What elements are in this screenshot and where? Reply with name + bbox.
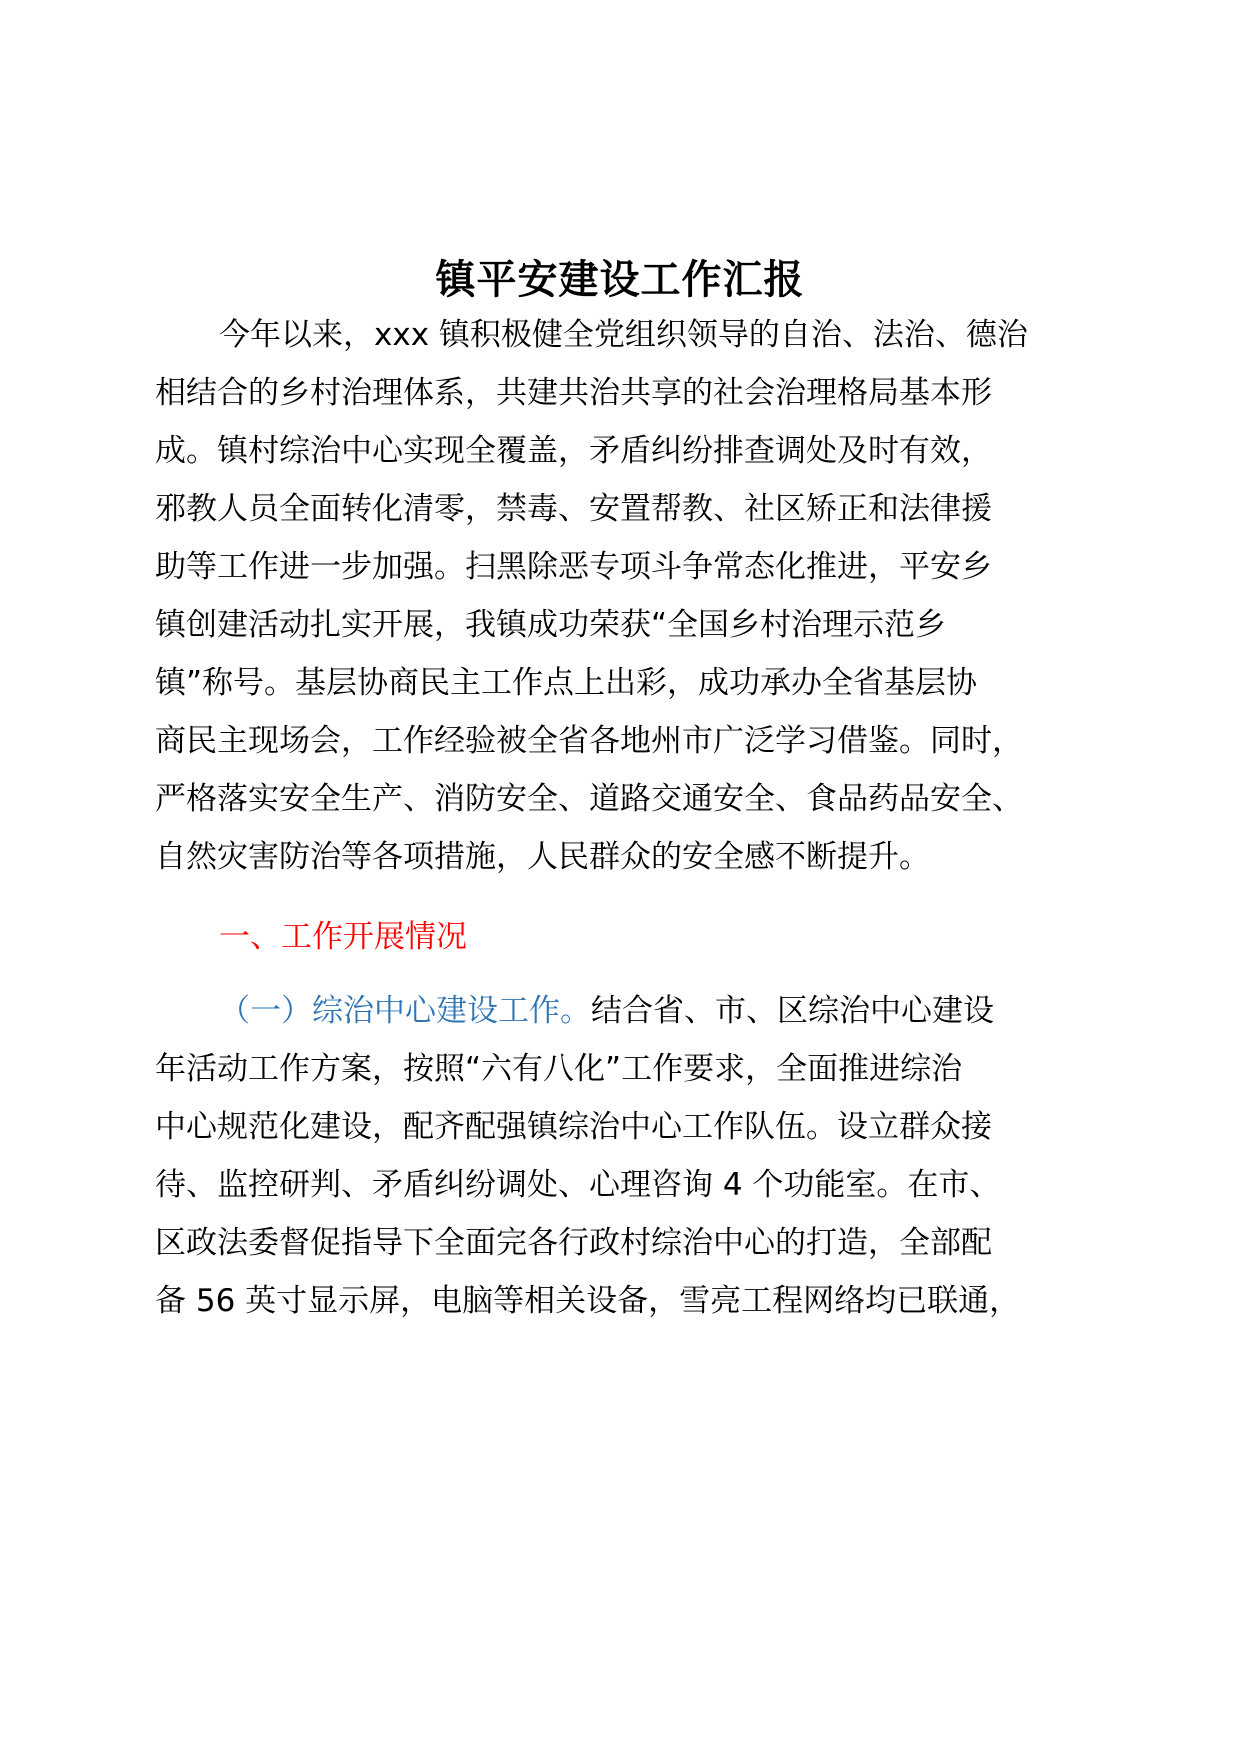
intro-line: 相结合的乡村治理体系，共建共治共享的社会治理格局基本形 xyxy=(155,375,992,411)
subsection-line-text: 结合省、市、区综治中心建设 xyxy=(591,993,994,1029)
subsection-line: 待、监控研判、矛盾纠纷调处、心理咨询 4 个功能室。在市、 xyxy=(155,1167,1001,1203)
intro-line: 镇”称号。基层协商民主工作点上出彩，成功承办全省基层协 xyxy=(155,665,978,701)
subsection-line: 区政法委督促指导下全面完各行政村综治中心的打造，全部配 xyxy=(155,1225,992,1261)
intro-line: 严格落实安全生产、消防安全、道路交通安全、食品药品安全、 xyxy=(155,781,1023,817)
intro-line: 邪教人员全面转化清零，禁毒、安置帮教、社区矫正和法律援 xyxy=(155,491,992,527)
intro-line: 镇创建活动扎实开展，我镇成功荣获“全国乡村治理示范乡 xyxy=(155,607,947,643)
intro-line: 助等工作进一步加强。扫黑除恶专项斗争常态化推进，平安乡 xyxy=(155,549,992,585)
intro-line: 今年以来，xxx 镇积极健全党组织领导的自治、法治、德治 xyxy=(219,317,1028,353)
intro-line: 商民主现场会，工作经验被全省各地州市广泛学习借鉴。同时， xyxy=(155,723,1023,759)
subsection-first-line xyxy=(219,987,994,1035)
document-title: 镇平安建设工作汇报 xyxy=(435,257,805,303)
subsection-heading: （一）综治中心建设工作。 xyxy=(219,993,591,1029)
subsection-line: 备 56 英寸显示屏，电脑等相关设备，雪亮工程网络均已联通， xyxy=(155,1283,1021,1319)
intro-line: 成。镇村综治中心实现全覆盖，矛盾纠纷排查调处及时有效， xyxy=(155,433,992,469)
subsection-line: 年活动工作方案，按照“六有八化”工作要求，全面推进综治 xyxy=(155,1051,963,1087)
section-heading: 一、工作开展情况 xyxy=(219,919,467,955)
subsection-line: 中心规范化建设，配齐配强镇综治中心工作队伍。设立群众接 xyxy=(155,1109,992,1145)
intro-line: 自然灾害防治等各项措施，人民群众的安全感不断提升。 xyxy=(155,839,930,875)
